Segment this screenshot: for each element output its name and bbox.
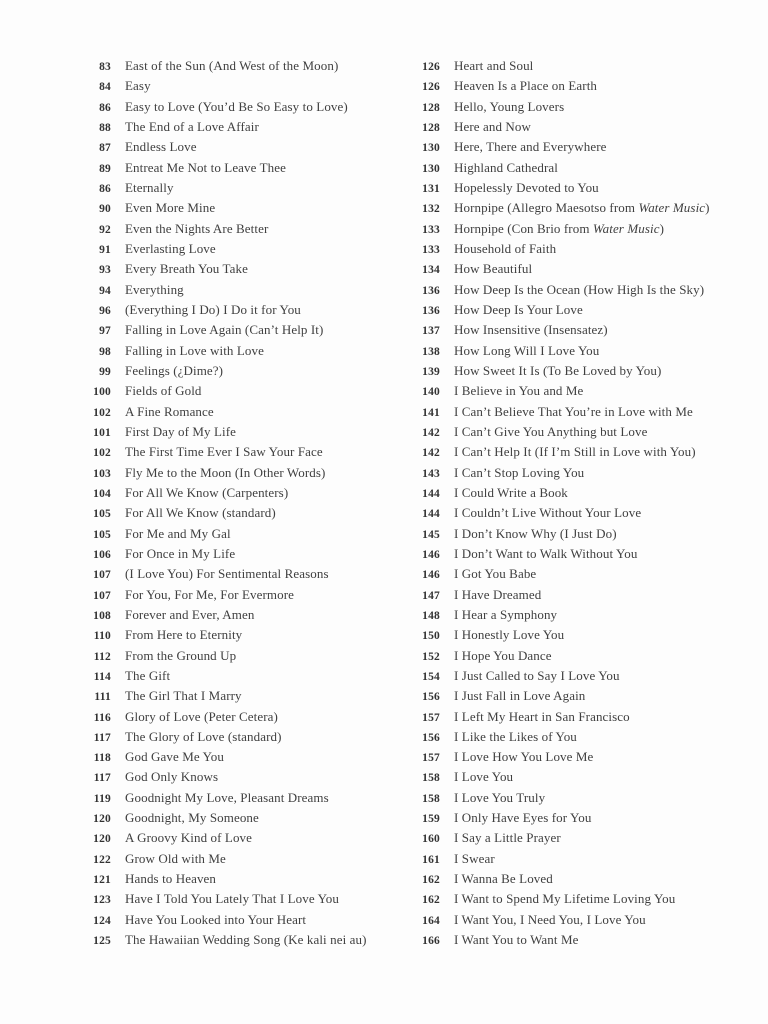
index-entry: [75, 343, 367, 363]
index-entry: [404, 363, 710, 383]
entry-song-title: Goodnight, My Someone: [125, 810, 259, 826]
entry-song-title: God Only Knows: [125, 769, 219, 785]
index-entry: [404, 709, 710, 729]
index-entry: [404, 526, 710, 546]
entry-song-title: I Don’t Know Why (I Just Do): [454, 525, 617, 541]
index-entry: [404, 282, 710, 302]
entry-song-title: For You, For Me, For Evermore: [125, 586, 295, 602]
index-entry: [404, 688, 710, 708]
entry-page-number: 92: [99, 223, 111, 236]
index-entry: [75, 790, 367, 810]
index-entry: [404, 404, 710, 424]
entry-song-title: Here, There and Everywhere: [454, 139, 607, 155]
index-entry: [75, 302, 367, 322]
entry-song-title: Falling in Love Again (Can’t Help It): [125, 322, 324, 338]
entry-page-number: 117: [93, 772, 111, 785]
entry-song-title: Here and Now: [454, 118, 532, 134]
index-entry: [75, 891, 367, 911]
entry-song-title: Forever and Ever, Amen: [125, 606, 255, 622]
entry-song-title: Hornpipe (Con Brio from Water Music): [454, 220, 665, 236]
entry-song-title: I Can’t Give You Anything but Love: [454, 423, 648, 439]
entry-page-number: 128: [422, 121, 440, 134]
entry-song-title: I Want You, I Need You, I Love You: [454, 911, 646, 927]
index-entry: [75, 200, 367, 220]
entry-page-number: 130: [422, 142, 440, 155]
entry-page-number: 154: [422, 670, 440, 683]
index-entry: [75, 526, 367, 546]
entry-page-number: 156: [422, 731, 440, 744]
index-entry: [404, 891, 710, 911]
entry-song-title: Even More Mine: [125, 200, 216, 216]
entry-song-title: The Gift: [125, 667, 171, 683]
entry-song-title: How Long Will I Love You: [454, 342, 600, 358]
entry-song-title: First Day of My Life: [125, 423, 237, 439]
index-entry: [404, 830, 710, 850]
entry-song-title: Eternally: [125, 179, 174, 195]
entry-page-number: 143: [422, 467, 440, 480]
index-entry: [75, 261, 367, 281]
entry-page-number: 140: [422, 386, 440, 399]
index-entry: [75, 139, 367, 159]
entry-song-title: Easy: [125, 78, 151, 94]
entry-page-number: 160: [422, 833, 440, 846]
index-entry: [404, 160, 710, 180]
entry-song-title: Fly Me to the Moon (In Other Words): [125, 464, 326, 480]
entry-song-title: For Me and My Gal: [125, 525, 231, 541]
entry-page-number: 136: [422, 284, 440, 297]
entry-song-title: I Left My Heart in San Francisco: [454, 708, 630, 724]
entry-page-number: 111: [94, 691, 111, 704]
entry-page-number: 91: [99, 243, 111, 256]
index-entry: [404, 424, 710, 444]
entry-page-number: 86: [99, 182, 111, 195]
entry-song-title: Even the Nights Are Better: [125, 220, 269, 236]
index-entry: [404, 261, 710, 281]
index-entry: [75, 871, 367, 891]
index-entry: [75, 709, 367, 729]
entry-page-number: 102: [93, 406, 111, 419]
entry-song-title: I Only Have Eyes for You: [454, 810, 592, 826]
entry-page-number: 104: [93, 487, 111, 500]
entry-page-number: 86: [99, 101, 111, 114]
entry-page-number: 159: [422, 813, 440, 826]
index-entry: [75, 424, 367, 444]
entry-page-number: 162: [422, 894, 440, 907]
index-entry: [75, 932, 367, 952]
entry-song-title: I Want You to Want Me: [454, 932, 579, 948]
entry-song-title: Easy to Love (You’d Be So Easy to Love): [125, 98, 348, 114]
entry-song-title: Endless Love: [125, 139, 197, 155]
entry-page-number: 83: [99, 61, 111, 73]
index-entry: [75, 912, 367, 932]
entry-page-number: 141: [422, 406, 440, 419]
entry-song-title: Heart and Soul: [454, 58, 534, 73]
index-entry: [404, 444, 710, 464]
entry-song-title: Hello, Young Lovers: [454, 98, 565, 114]
entry-page-number: 112: [93, 650, 111, 663]
entry-page-number: 98: [99, 345, 111, 358]
entry-song-title: The End of a Love Affair: [125, 118, 259, 134]
entry-song-title: East of the Sun (And West of the Moon): [125, 58, 339, 73]
index-entry: [75, 810, 367, 830]
entry-song-title: I Hope You Dance: [454, 647, 552, 663]
entry-page-number: 87: [99, 142, 111, 155]
index-entry: [404, 78, 710, 98]
index-entry: [75, 465, 367, 485]
entry-page-number: 123: [93, 894, 111, 907]
index-entry: [404, 932, 710, 952]
entry-page-number: 144: [422, 487, 440, 500]
entry-song-title: For Once in My Life: [125, 545, 236, 561]
entry-page-number: 101: [93, 426, 111, 439]
index-entry: [404, 119, 710, 139]
index-entry: [75, 688, 367, 708]
index-entry: [404, 465, 710, 485]
entry-song-title: Hands to Heaven: [125, 871, 217, 887]
entry-page-number: 162: [422, 874, 440, 887]
entry-page-number: 157: [422, 752, 440, 765]
entry-song-title: Have You Looked into Your Heart: [125, 911, 307, 927]
index-entry: [75, 729, 367, 749]
index-entry: [404, 668, 710, 688]
entry-song-title: Grow Old with Me: [125, 850, 226, 866]
index-entry: [75, 587, 367, 607]
entry-song-title: I Can’t Believe That You’re in Love with Me: [454, 403, 693, 419]
index-entry: [404, 749, 710, 769]
index-entry: [75, 221, 367, 241]
entry-song-title: Fields of Gold: [125, 383, 202, 399]
entry-song-title: I Love You Truly: [454, 789, 546, 805]
entry-page-number: 130: [422, 162, 440, 175]
index-entry: [75, 485, 367, 505]
entry-page-number: 126: [422, 61, 440, 73]
entry-page-number: 108: [93, 609, 111, 622]
entry-page-number: 89: [99, 162, 111, 175]
index-entry: [404, 221, 710, 241]
entry-page-number: 142: [422, 447, 440, 460]
index-entry: [75, 444, 367, 464]
entry-page-number: 105: [93, 508, 111, 521]
index-entry: [404, 871, 710, 891]
entry-page-number: 116: [93, 711, 111, 724]
entry-page-number: 152: [422, 650, 440, 663]
entry-song-title: I Want to Spend My Lifetime Loving You: [454, 891, 676, 907]
index-entry: [75, 607, 367, 627]
entry-song-title: The Hawaiian Wedding Song (Ke kali nei au): [125, 932, 367, 948]
entry-song-title: God Gave Me You: [125, 749, 224, 765]
index-entry: [404, 180, 710, 200]
entry-page-number: 133: [422, 223, 440, 236]
index-entry: [75, 505, 367, 525]
index-entry: [75, 58, 367, 78]
entry-song-title: I Love How You Love Me: [454, 749, 594, 765]
entry-song-title: I Wanna Be Loved: [454, 871, 553, 887]
index-column-left: [75, 58, 367, 952]
entry-page-number: 124: [93, 914, 111, 927]
entry-page-number: 132: [422, 203, 440, 216]
entry-song-title: Hornpipe (Allegro Maesotso from Water Music): [454, 200, 710, 216]
entry-song-title: How Beautiful: [454, 261, 533, 277]
index-entry: [404, 343, 710, 363]
entry-song-title: (I Love You) For Sentimental Reasons: [125, 566, 329, 582]
entry-song-title: I Say a Little Prayer: [454, 830, 561, 846]
entry-page-number: 133: [422, 243, 440, 256]
index-entry: [75, 363, 367, 383]
index-entry: [404, 546, 710, 566]
index-entry: [75, 851, 367, 871]
entry-song-title: Feelings (¿Dime?): [125, 362, 224, 378]
index-entry: [404, 302, 710, 322]
entry-page-number: 139: [422, 365, 440, 378]
entry-page-number: 120: [93, 833, 111, 846]
index-entry: [404, 505, 710, 525]
index-entry: [75, 160, 367, 180]
entry-song-title: I Have Dreamed: [454, 586, 542, 602]
entry-page-number: 166: [422, 935, 440, 948]
index-entry: [75, 668, 367, 688]
entry-page-number: 158: [422, 792, 440, 805]
entry-song-title: The Girl That I Marry: [125, 688, 242, 704]
index-entry: [75, 99, 367, 119]
entry-song-title: From the Ground Up: [125, 647, 237, 663]
index-entry: [404, 566, 710, 586]
entry-page-number: 156: [422, 691, 440, 704]
entry-song-title: From Here to Eternity: [125, 627, 243, 643]
entry-page-number: 107: [93, 569, 111, 582]
entry-page-number: 90: [99, 203, 111, 216]
entry-page-number: 103: [93, 467, 111, 480]
index-entry: [75, 322, 367, 342]
index-entry: [75, 546, 367, 566]
entry-song-title: The First Time Ever I Saw Your Face: [125, 444, 323, 460]
entry-page-number: 146: [422, 548, 440, 561]
entry-page-number: 164: [422, 914, 440, 927]
index-entry: [75, 830, 367, 850]
entry-page-number: 102: [93, 447, 111, 460]
entry-page-number: 142: [422, 426, 440, 439]
entry-song-title: Everything: [125, 281, 184, 297]
index-entry: [404, 851, 710, 871]
entry-page-number: 96: [99, 304, 111, 317]
entry-song-title: I Got You Babe: [454, 566, 537, 582]
entry-page-number: 125: [93, 935, 111, 948]
entry-page-number: 131: [422, 182, 440, 195]
entry-page-number: 145: [422, 528, 440, 541]
index-entry: [404, 322, 710, 342]
index-entry: [75, 241, 367, 261]
entry-page-number: 88: [99, 121, 111, 134]
index-entry: [404, 769, 710, 789]
index-entry: [75, 749, 367, 769]
index-entry: [75, 282, 367, 302]
index-entry: [75, 648, 367, 668]
index-entry: [404, 58, 710, 78]
index-entry: [404, 810, 710, 830]
entry-page-number: 126: [422, 81, 440, 94]
entry-page-number: 158: [422, 772, 440, 785]
index-entry: [75, 180, 367, 200]
entry-page-number: 110: [93, 630, 111, 643]
entry-song-title: (Everything I Do) I Do it for You: [125, 301, 301, 317]
index-entry: [75, 404, 367, 424]
entry-page-number: 84: [99, 81, 111, 94]
entry-song-title: Goodnight My Love, Pleasant Dreams: [125, 789, 329, 805]
index-entry: [75, 119, 367, 139]
index-entry: [75, 78, 367, 98]
entry-song-title: I Like the Likes of You: [454, 728, 577, 744]
entry-song-title: A Fine Romance: [125, 403, 214, 419]
entry-page-number: 121: [93, 874, 111, 887]
entry-page-number: 138: [422, 345, 440, 358]
entry-page-number: 119: [93, 792, 111, 805]
entry-song-title: Every Breath You Take: [125, 261, 248, 277]
index-entry: [404, 587, 710, 607]
entry-song-title: How Deep Is Your Love: [454, 301, 583, 317]
entry-page-number: 107: [93, 589, 111, 602]
entry-page-number: 128: [422, 101, 440, 114]
index-entry: [404, 729, 710, 749]
index-entry: [75, 627, 367, 647]
index-entry: [75, 383, 367, 403]
entry-song-title: A Groovy Kind of Love: [125, 830, 253, 846]
entry-song-title: I Believe in You and Me: [454, 383, 584, 399]
entry-page-number: 136: [422, 304, 440, 317]
entry-song-title: I Can’t Help It (If I’m Still in Love with You): [454, 444, 696, 460]
index-entry: [404, 648, 710, 668]
index-entry: [404, 383, 710, 403]
entry-song-title: I Honestly Love You: [454, 627, 565, 643]
entry-page-number: 97: [99, 325, 111, 338]
entry-page-number: 148: [422, 609, 440, 622]
entry-song-title: Entreat Me Not to Leave Thee: [125, 159, 287, 175]
index-entry: [404, 485, 710, 505]
entry-song-title: Falling in Love with Love: [125, 342, 264, 358]
entry-song-title: I Just Fall in Love Again: [454, 688, 586, 704]
entry-song-title: How Deep Is the Ocean (How High Is the Sky): [454, 281, 705, 297]
entry-song-title: The Glory of Love (standard): [125, 728, 282, 744]
index-entry: [404, 627, 710, 647]
entry-page-number: 93: [99, 264, 111, 277]
index-entry: [75, 566, 367, 586]
entry-song-title: I Hear a Symphony: [454, 606, 558, 622]
entry-song-title: Highland Cathedral: [454, 159, 558, 175]
entry-song-title: I Just Called to Say I Love You: [454, 667, 620, 683]
entry-page-number: 120: [93, 813, 111, 826]
entry-song-title: Have I Told You Lately That I Love You: [125, 891, 340, 907]
index-entry: [404, 912, 710, 932]
entry-page-number: 94: [99, 284, 111, 297]
entry-page-number: 114: [93, 670, 111, 683]
entry-song-title: Hopelessly Devoted to You: [454, 179, 599, 195]
index-entry: [404, 139, 710, 159]
entry-page-number: 157: [422, 711, 440, 724]
entry-page-number: 117: [93, 731, 111, 744]
entry-song-title: I Love You: [454, 769, 514, 785]
entry-song-title: Heaven Is a Place on Earth: [454, 78, 598, 94]
entry-song-title: How Insensitive (Insensatez): [454, 322, 608, 338]
entry-page-number: 144: [422, 508, 440, 521]
index-entry: [404, 607, 710, 627]
entry-page-number: 106: [93, 548, 111, 561]
index-entry: [404, 200, 710, 220]
entry-song-title: Everlasting Love: [125, 240, 216, 256]
entry-page-number: 137: [422, 325, 440, 338]
index-column-right: [404, 58, 710, 952]
entry-song-title: I Don’t Want to Walk Without You: [454, 545, 638, 561]
entry-song-title: I Swear: [454, 850, 495, 866]
entry-song-title: I Couldn’t Live Without Your Love: [454, 505, 642, 521]
entry-page-number: 161: [422, 853, 440, 866]
entry-page-number: 150: [422, 630, 440, 643]
index-entry: [75, 769, 367, 789]
entry-song-title: Glory of Love (Peter Cetera): [125, 708, 278, 724]
entry-song-title: For All We Know (Carpenters): [125, 484, 289, 500]
entry-page-number: 147: [422, 589, 440, 602]
entry-song-title: Household of Faith: [454, 240, 557, 256]
index-entry: [404, 241, 710, 261]
index-entry: [404, 790, 710, 810]
entry-page-number: 105: [93, 528, 111, 541]
entry-page-number: 118: [93, 752, 111, 765]
entry-page-number: 146: [422, 569, 440, 582]
entry-page-number: 99: [99, 365, 111, 378]
entry-page-number: 122: [93, 853, 111, 866]
entry-song-title: How Sweet It Is (To Be Loved by You): [454, 362, 662, 378]
entry-song-title: I Could Write a Book: [454, 484, 568, 500]
entry-page-number: 134: [422, 264, 440, 277]
entry-page-number: 100: [93, 386, 111, 399]
entry-song-title: For All We Know (standard): [125, 505, 276, 521]
index-entry: [404, 99, 710, 119]
entry-song-title: I Can’t Stop Loving You: [454, 464, 585, 480]
